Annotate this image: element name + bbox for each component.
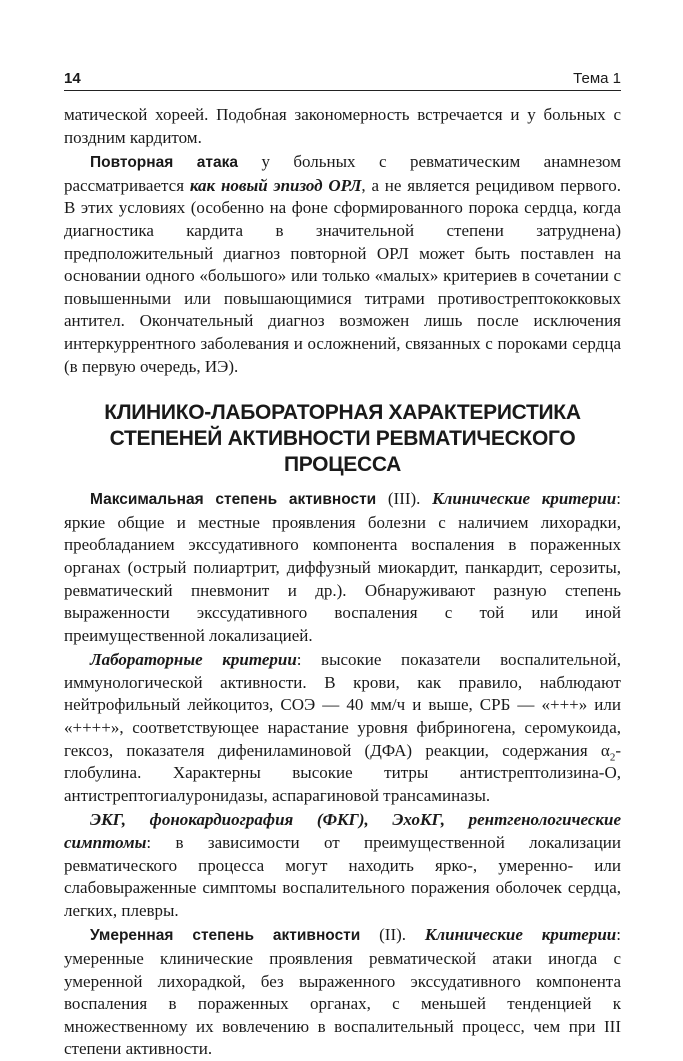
section-heading: КЛИНИКО-ЛАБОРАТОРНАЯ ХАРАКТЕРИСТИКА СТЕПЕНЕЙ АКТИВНОСТИ РЕВМАТИЧЕСКОГО ПРОЦЕССА bbox=[104, 401, 581, 477]
paragraph-text: , а не является рецидивом первого. В этих условиях (особенно на фоне сформированного порока сердца, когда диагностика кардита в значительной степени затруднена) предположительный диагноз повторной ОРЛ может быть поставлен на основании одного «большого» или только «малых» критериев в сочетании с повышенными или повышающимися титрами противострептококковых антител. Окончательный диагноз возможен лишь после исключения интеркуррентного заболевания и осложнений, связанных с пороками сердца (в первую очередь, ИЭ). bbox=[64, 175, 622, 376]
subscript: 2 bbox=[609, 751, 616, 764]
emphasis-text: как новый эпизод ОРЛ bbox=[189, 175, 362, 195]
run-in-term: Повторная атака bbox=[90, 154, 238, 172]
paragraph-text: -глобулина. Характерны высокие титры антистрептолизина-О, антистрептогиалуронидазы, аспарагиновой трансаминазы. bbox=[64, 740, 621, 805]
paragraph-text: матической хореей. Подобная закономерность встречается и у больных с поздним кардитом. bbox=[64, 105, 621, 147]
paragraph-lab-criteria bbox=[64, 649, 621, 807]
paragraph-moderate-activity bbox=[64, 924, 621, 1061]
criteria-label: Лабораторные критерии bbox=[90, 650, 297, 670]
paragraph-text: у больных с ревматическим анамнезом рассматривается bbox=[64, 152, 621, 195]
activity-grade: (III). bbox=[376, 489, 433, 509]
paragraph-text: : в зависимости от преимущественной локализации ревматического процесса могут находить ярко-, умеренно- или слабовыраженные симптомы воспалительного поражения оболочек сердца, легких, плевры. bbox=[64, 833, 621, 920]
criteria-label: ЭКГ, фонокардиография (ФКГ), ЭхоКГ, рентгенологические симптомы bbox=[64, 810, 621, 853]
body-text bbox=[64, 104, 621, 1061]
activity-grade: (II). bbox=[360, 925, 425, 945]
running-header bbox=[64, 68, 621, 91]
paragraph-text: : яркие общие и местные проявления болезни с наличием лихорадки, преобладанием экссудативного компонента воспаления в пораженных органах (острый полиартрит, диффузный миокардит, панкардит, серозиты, ревматический пневмонит и др.). Обнаруживают разную степень выраженности экссудативного воспаления с той или иной преимущественной локализацией. bbox=[64, 489, 621, 645]
page-number: 14 bbox=[64, 70, 81, 87]
paragraph-instrumental bbox=[64, 809, 621, 922]
criteria-label: Клинические критерии bbox=[424, 925, 617, 945]
criteria-label: Клинические критерии bbox=[432, 489, 617, 509]
paragraph-continuation bbox=[64, 104, 621, 149]
paragraph-text: : умеренные клинические проявления ревматической атаки иногда с умеренной лихорадкой, без выраженного экссудативного компонента воспаления в пораженных органах, с меньшей тенденцией к множественному их вовлечению в воспалительный процесс, чем при III степени активности. bbox=[64, 925, 621, 1059]
paragraph-repeat-attack bbox=[64, 151, 621, 378]
paragraph-text: : высокие показатели воспалительной, иммунологической активности. В крови, как правило, наблюдают нейтрофильный лейкоцитоз, СОЭ — 40 мм/ч и выше, СРБ — «+++» или «++++», соответствующее нарастание уровня фибриногена, серомукоида, гексоз, показателя дифениламиновой (ДФА) реакции, содержания α bbox=[64, 650, 621, 760]
paragraph-max-activity bbox=[64, 488, 621, 647]
run-in-term: Максимальная степень активности bbox=[90, 491, 377, 509]
section-label: Тема 1 bbox=[573, 70, 621, 87]
run-in-term: Умеренная степень активности bbox=[90, 927, 361, 945]
